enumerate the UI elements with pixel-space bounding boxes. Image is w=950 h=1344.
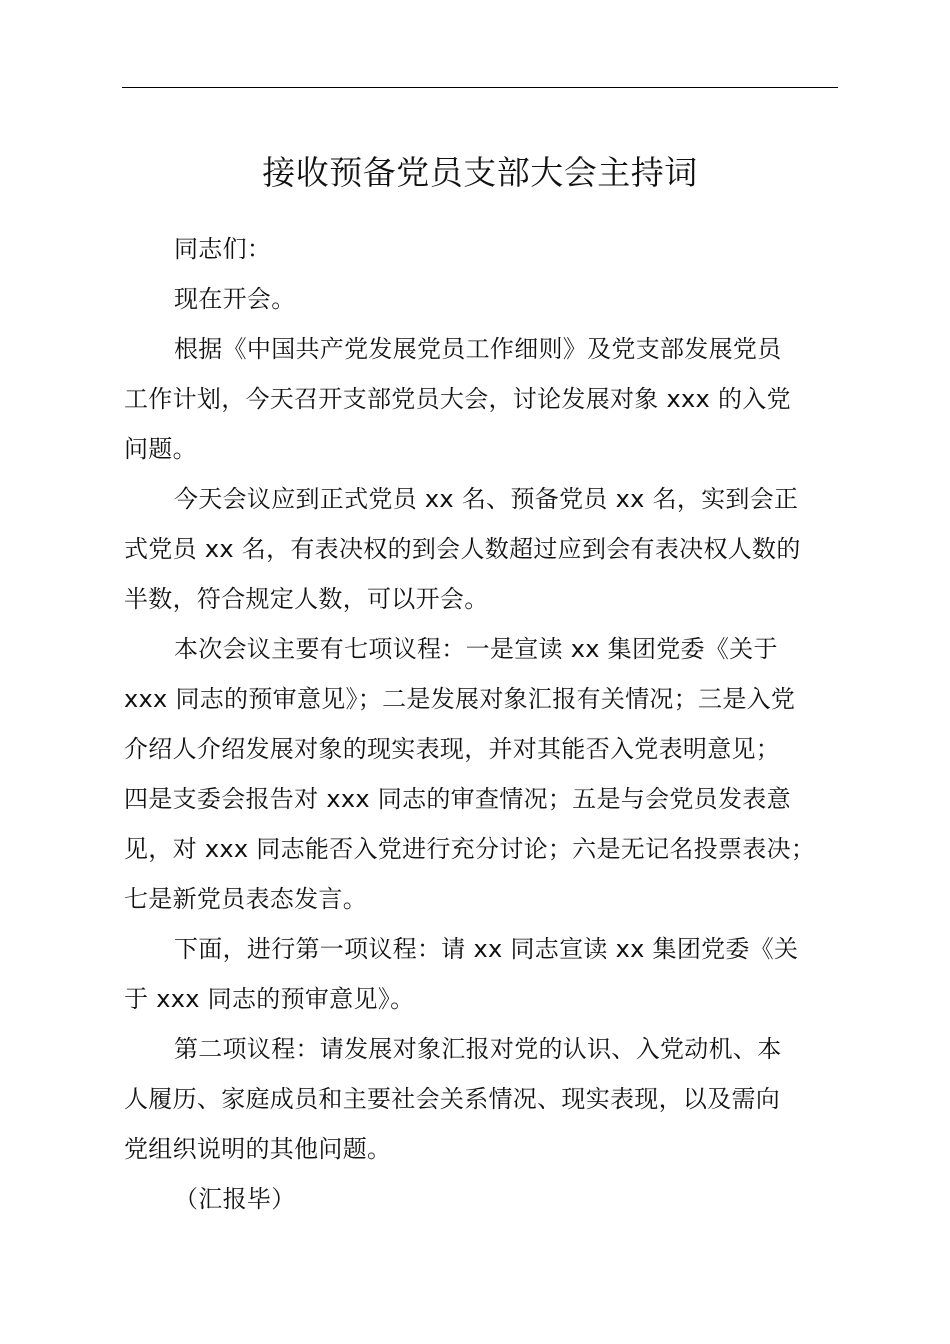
paragraph-line: 于 xxx 同志的预审意见》。: [124, 985, 415, 1013]
paragraph-line: （汇报毕）: [174, 1185, 296, 1213]
paragraph-line: 七是新党员表态发言。: [124, 885, 367, 913]
paragraph-agenda: [124, 624, 864, 924]
paragraph-line: 下面，进行第一项议程：请 xx 同志宣读 xx 集团党委《关: [174, 935, 799, 963]
paragraph-line: 现在开会。: [174, 285, 296, 313]
paragraph-line: 问题。: [124, 435, 197, 463]
paragraph-line: xxx 同志的预审意见》；二是发展对象汇报有关情况；三是入党: [124, 685, 796, 713]
paragraph-salutation: [124, 224, 864, 274]
paragraph-line: 根据《中国共产党发展党员工作细则》及党支部发展党员: [174, 335, 782, 363]
paragraph-line: 工作计划，今天召开支部党员大会，讨论发展对象 xxx 的入党: [124, 385, 791, 413]
paragraph-line: 半数，符合规定人数，可以开会。: [124, 585, 489, 613]
document-body: [124, 224, 864, 1224]
paragraph-line: 同志们：: [174, 235, 272, 263]
paragraph-line: 党组织说明的其他问题。: [124, 1135, 392, 1163]
paragraph-attendance: [124, 474, 864, 624]
paragraph-line: 介绍人介绍发展对象的现实表现，并对其能否入党表明意见；: [124, 735, 781, 763]
paragraph-agenda-item-1: [124, 924, 864, 1024]
header-rule: [122, 87, 838, 88]
paragraph-line: 人履历、家庭成员和主要社会关系情况、现实表现，以及需向: [124, 1085, 781, 1113]
paragraph-line: 见，对 xxx 同志能否入党进行充分讨论；六是无记名投票表决；: [124, 835, 816, 863]
paragraph-line: 今天会议应到正式党员 xx 名、预备党员 xx 名，实到会正: [174, 485, 799, 513]
paragraph-agenda-item-2: [124, 1024, 864, 1174]
paragraph-basis: [124, 324, 864, 474]
paragraph-line: 四是支委会报告对 xxx 同志的审查情况；五是与会党员发表意: [124, 785, 791, 813]
paragraph-line: 本次会议主要有七项议程：一是宣读 xx 集团党委《关于: [174, 635, 778, 663]
paragraph-open-meeting: [124, 274, 864, 324]
paragraph-report-end: [124, 1174, 864, 1224]
page-title: 接收预备党员支部大会主持词: [262, 153, 698, 192]
paragraph-line: 第二项议程：请发展对象汇报对党的认识、入党动机、本: [174, 1035, 782, 1063]
paragraph-line: 式党员 xx 名，有表决权的到会人数超过应到会有表决权人数的: [124, 535, 801, 563]
